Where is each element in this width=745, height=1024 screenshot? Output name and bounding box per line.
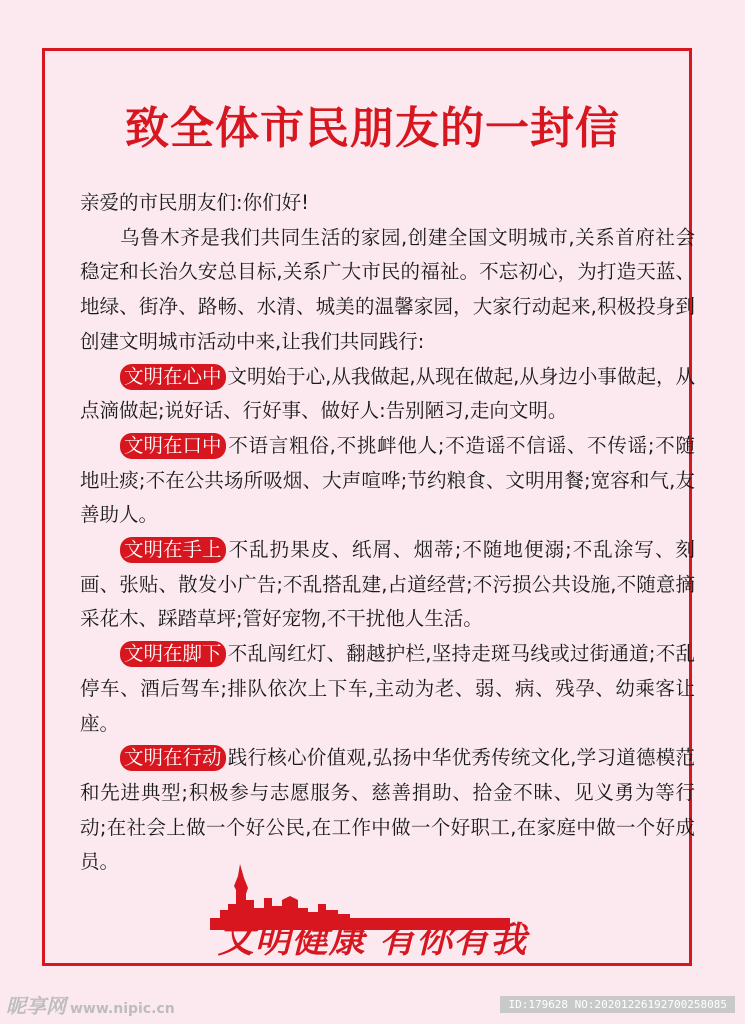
section-text: 文明始于心,从我做起,从现在做起,从身边小事做起，从点滴做起;说好话、行好事、做好人:告别陋习,走向文明。: [80, 364, 695, 423]
letter-title: 致全体市民朋友的一封信: [125, 103, 620, 154]
watermark-id: ID:179628 NO:20201226192700258085: [500, 996, 735, 1013]
section-paragraph: [80, 533, 695, 637]
section-tag: 文明在行动: [120, 745, 226, 771]
section-paragraph: [80, 360, 695, 429]
section-tag: 文明在口中: [120, 433, 226, 459]
slogan: 文明健康 有你有我: [217, 920, 528, 961]
section-text: 践行核心价值观,弘扬中华优秀传统文化,学习道德模范和先进典型;积极参与志愿服务、慈善捐助、拾金不昧、见义勇为等行动;在社会上做一个好公民,在工作中做一个好职工,在家庭中做一个好成员。: [80, 746, 695, 874]
section-tag: 文明在心中: [120, 364, 226, 390]
watermark-brand: 昵享网: [6, 994, 66, 1018]
section-text: 不语言粗俗,不挑衅他人;不造谣不信谣、不传谣;不随地吐痰;不在公共场所吸烟、大声喧哗;节约粮食、文明用餐;宽容和气,友善助人。: [80, 433, 695, 527]
letter-body: [80, 186, 695, 880]
section-paragraph: [80, 637, 695, 741]
watermark-site: www.nipic.cn: [70, 1001, 175, 1017]
intro-paragraph: 乌鲁木齐是我们共同生活的家园,创建全国文明城市,关系首府社会稳定和长治久安总目标,关系广大市民的福祉。不忘初心，为打造天蓝、地绿、街净、路畅、水清、城美的温馨家园，大家行动起来,积极投身到创建文明城市活动中来,让我们共同践行:: [80, 225, 695, 353]
watermark-logo: [6, 990, 175, 1019]
section-tag: 文明在手上: [120, 537, 226, 563]
section-tag: 文明在脚下: [120, 641, 226, 667]
section-text: 不乱闯红灯、翻越护栏,坚持走斑马线或过街通道;不乱停车、酒后驾车;排队依次上下车,主动为老、弱、病、残孕、幼乘客让座。: [80, 642, 695, 735]
section-paragraph: [80, 429, 695, 533]
greeting: 亲爱的市民朋友们:你们好!: [80, 191, 309, 214]
section-text: 不乱扔果皮、纸屑、烟蒂;不随地便溺;不乱涂写、刻画、张贴、散发小广告;不乱搭乱建,占道经营;不污损公共设施,不随意摘采花木、踩踏草坪;管好宠物,不干扰他人生活。: [80, 538, 695, 631]
